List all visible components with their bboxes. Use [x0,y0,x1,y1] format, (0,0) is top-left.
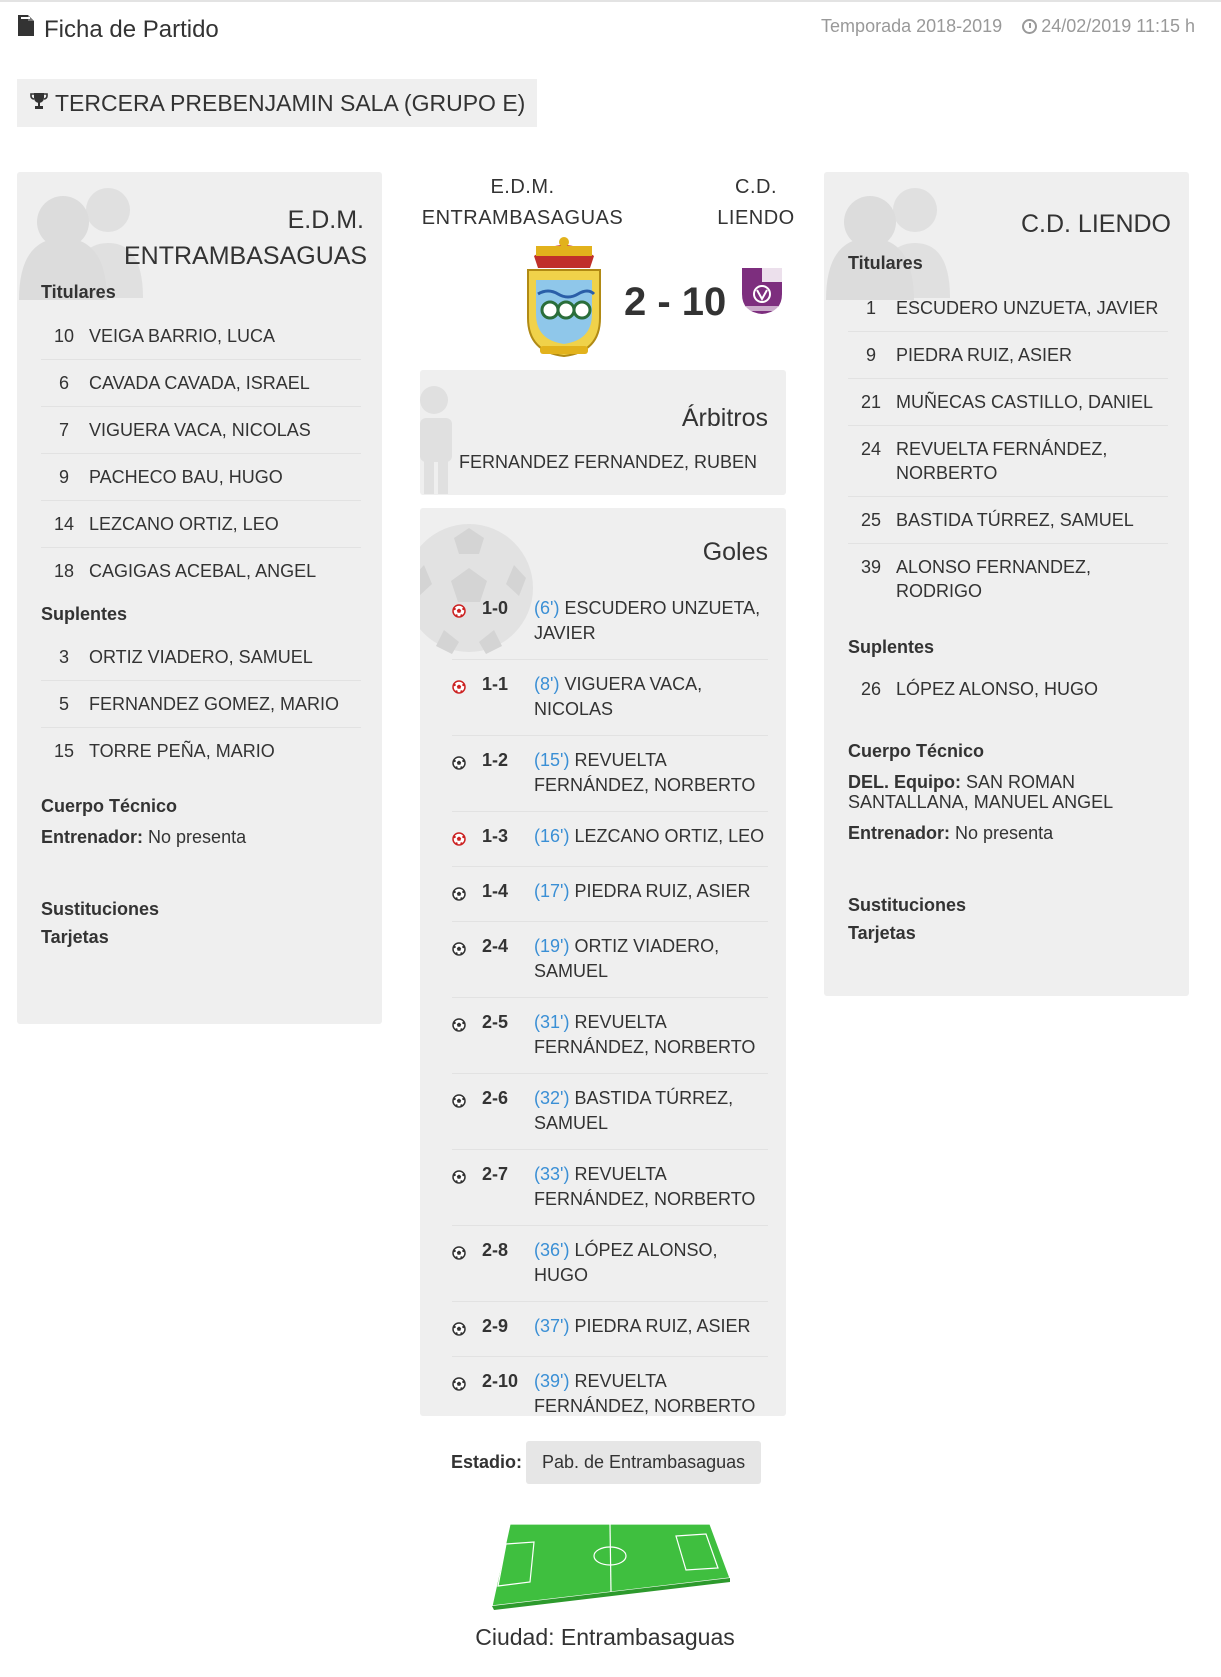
player-number: 9 [865,345,876,365]
player-row[interactable] [848,496,1168,543]
player-number: 24 [860,439,882,459]
player-number: 18 [53,561,75,581]
player-row[interactable] [848,378,1168,425]
goal-row [452,659,768,735]
goal-ball-icon [452,1162,476,1212]
goal-ball-icon [452,1086,476,1136]
page-title-text: Ficha de Partido [44,15,219,43]
goal-row [452,1073,768,1149]
player-row[interactable] [41,453,361,500]
goal-row [452,1225,768,1301]
referee-bg-icon [420,384,460,494]
goal-minute-link[interactable]: (19') [534,936,570,956]
goal-ball-icon [452,879,476,908]
home-suplentes-list [41,634,361,774]
player-name: TORRE PEÑA, MARIO [89,741,275,761]
stadium-value[interactable]: Pab. de Entrambasaguas [526,1441,761,1484]
player-row[interactable] [41,727,361,774]
scoreboard [420,170,802,370]
away-entrenador: Entrenador: No presenta [848,823,1054,843]
player-number: 3 [58,647,69,667]
goal-scorer: (6') ESCUDERO UNZUETA, JAVIER [534,598,761,643]
goal-minute-link[interactable]: (37') [534,1316,570,1336]
player-name: BASTIDA TÚRREZ, SAMUEL [896,510,1134,530]
player-row[interactable] [848,425,1168,496]
goal-minute-link[interactable]: (15') [534,750,570,770]
player-name: FERNANDEZ GOMEZ, MARIO [89,694,340,714]
goal-scorer: (8') VIGUERA VACA, NICOLAS [534,674,703,719]
goal-minute-link[interactable]: (8') [534,674,560,694]
home-titulares-label: Titulares [41,282,116,302]
player-row[interactable] [41,406,361,453]
stadium-label: Estadio: [451,1452,523,1472]
goal-ball-icon [452,1314,476,1343]
player-row[interactable] [41,359,361,406]
away-delegado: DEL. Equipo: SAN ROMAN SANTALLANA, MANUEL ANGEL [848,772,1114,812]
clock-icon [1022,19,1037,34]
goal-scorer: (17') PIEDRA RUIZ, ASIER [534,881,751,901]
home-team-title: E.D.M. ENTRAMBASAGUAS [421,176,624,229]
player-name: ESCUDERO UNZUETA, JAVIER [896,298,1159,318]
home-team-panel [17,172,382,1024]
away-team-panel [824,172,1189,996]
match-datetime [1022,16,1195,37]
match-score: 2 - 10 [624,280,727,324]
match-meta [821,16,1195,37]
goal-row [452,1356,768,1416]
referees-heading: Árbitros [681,404,768,432]
competition-name: TERCERA PREBENJAMIN SALA (GRUPO E) [55,89,526,116]
player-row[interactable] [41,547,361,594]
home-team-crest-icon[interactable] [520,236,608,360]
away-titulares-label: Titulares [848,253,923,273]
goal-scorer: (33') REVUELTA FERNÁNDEZ, NORBERTO [534,1164,756,1209]
away-tarjetas-label: Tarjetas [848,923,916,943]
goal-score: 2-4 [482,936,509,956]
goal-score: 2-7 [482,1164,509,1184]
away-sustituciones-label: Sustituciones [848,895,967,915]
player-row[interactable] [848,331,1168,378]
goal-scorer: (31') REVUELTA FERNÁNDEZ, NORBERTO [534,1012,756,1057]
player-name: PACHECO BAU, HUGO [89,467,283,487]
goal-minute-link[interactable]: (16') [534,826,570,846]
away-titulares-list [848,285,1168,614]
goal-row [452,1301,768,1356]
player-number: 10 [53,326,75,346]
goal-scorer: (19') ORTIZ VIADERO, SAMUEL [534,936,720,981]
away-cuerpo-tecnico-label: Cuerpo Técnico [848,741,985,761]
goal-row [452,584,768,659]
player-number: 14 [53,514,75,534]
goal-ball-icon [452,748,476,798]
referee-name: FERNANDEZ FERNANDEZ, RUBEN [459,452,758,472]
away-team-name: C.D. LIENDO [1020,210,1171,238]
home-titulares-list [41,313,361,594]
pitch-icon [480,1520,730,1610]
page-title [16,14,219,45]
player-number: 7 [58,420,69,440]
goal-ball-icon [452,1369,476,1416]
goal-score: 1-1 [482,674,509,694]
goal-minute-link[interactable]: (6') [534,598,560,618]
goal-minute-link[interactable]: (36') [534,1240,570,1260]
goal-scorer: (37') PIEDRA RUIZ, ASIER [534,1316,751,1336]
goal-row [452,997,768,1073]
player-row[interactable] [848,285,1168,331]
player-number: 21 [860,392,882,412]
goal-score: 2-9 [482,1316,509,1336]
goal-score: 1-4 [482,881,509,901]
goal-minute-link[interactable]: (32') [534,1088,570,1108]
away-suplentes-label: Suplentes [848,637,935,657]
referees-panel [420,370,786,495]
trophy-icon [29,90,49,117]
away-team-crest-icon[interactable] [740,266,784,316]
city-label: Ciudad: Entrambasaguas [475,1624,735,1650]
player-name: REVUELTA FERNÁNDEZ, NORBERTO [896,439,1108,483]
goal-score: 1-0 [482,598,509,618]
away-team-title: C.D. LIENDO [717,176,795,229]
document-icon [16,14,38,45]
player-name: ORTIZ VIADERO, SAMUEL [89,647,313,667]
player-number: 25 [860,510,882,530]
player-name: CAGIGAS ACEBAL, ANGEL [89,561,317,581]
goal-scorer: (32') BASTIDA TÚRREZ, SAMUEL [534,1088,734,1133]
player-name: MUÑECAS CASTILLO, DANIEL [896,392,1154,412]
player-row[interactable] [41,634,361,680]
season-label: Temporada 2018-2019 [821,16,1003,36]
home-suplentes-label: Suplentes [41,604,128,624]
player-name: LÓPEZ ALONSO, HUGO [896,679,1099,699]
goals-panel [420,508,786,1416]
home-team-name: E.D.M. ENTRAMBASAGUAS [124,206,368,270]
player-row[interactable] [848,666,1168,712]
goal-ball-icon [452,1010,476,1060]
goal-minute-link[interactable]: (31') [534,1012,570,1032]
goal-score: 1-3 [482,826,509,846]
home-sustituciones-label: Sustituciones [41,899,160,919]
own-goal-ball-icon [452,596,476,646]
player-number: 1 [865,298,876,318]
player-name: CAVADA CAVADA, ISRAEL [89,373,310,393]
player-row[interactable] [41,680,361,727]
goal-score: 2-8 [482,1240,509,1260]
goal-ball-icon [452,1238,476,1288]
goal-minute-link[interactable]: (39') [534,1371,570,1391]
home-cuerpo-tecnico-label: Cuerpo Técnico [41,796,178,816]
goal-row [452,866,768,921]
player-row[interactable] [41,500,361,547]
player-number: 39 [860,557,882,577]
own-goal-ball-icon [452,824,476,853]
competition-badge [17,79,537,127]
goal-ball-icon [452,934,476,984]
goal-row [452,735,768,811]
own-goal-ball-icon [452,672,476,722]
home-entrenador: Entrenador: No presenta [41,827,247,847]
goal-scorer: (39') REVUELTA FERNÁNDEZ, NORBERTO [534,1371,756,1416]
goal-score: 1-2 [482,750,509,770]
player-name: VEIGA BARRIO, LUCA [89,326,276,346]
home-tarjetas-label: Tarjetas [41,927,109,947]
top-border [0,0,1221,2]
player-name: VIGUERA VACA, NICOLAS [89,420,311,440]
player-name: PIEDRA RUIZ, ASIER [896,345,1073,365]
goal-row [452,1149,768,1225]
away-suplentes-list [848,666,1168,712]
player-number: 15 [53,741,75,761]
goal-score: 2-6 [482,1088,509,1108]
goal-scorer: (15') REVUELTA FERNÁNDEZ, NORBERTO [534,750,756,795]
goal-row [452,921,768,997]
goal-minute-link[interactable]: (17') [534,881,570,901]
goal-row [452,811,768,866]
goal-score: 2-5 [482,1012,509,1032]
goal-scorer: (36') LÓPEZ ALONSO, HUGO [534,1240,718,1285]
match-datetime-text: 24/02/2019 11:15 h [1041,16,1195,36]
goal-scorer: (16') LEZCANO ORTIZ, LEO [534,826,765,846]
player-number: 5 [58,694,69,714]
goals-heading: Goles [702,538,768,566]
player-number: 26 [860,679,882,699]
goal-score: 2-10 [482,1371,519,1391]
player-name: LEZCANO ORTIZ, LEO [89,514,279,534]
player-row[interactable] [41,313,361,359]
player-name: ALONSO FERNANDEZ, RODRIGO [896,557,1092,601]
player-number: 6 [58,373,69,393]
goal-minute-link[interactable]: (33') [534,1164,570,1184]
player-number: 9 [58,467,69,487]
player-row[interactable] [848,543,1168,614]
goals-list [452,584,768,1416]
